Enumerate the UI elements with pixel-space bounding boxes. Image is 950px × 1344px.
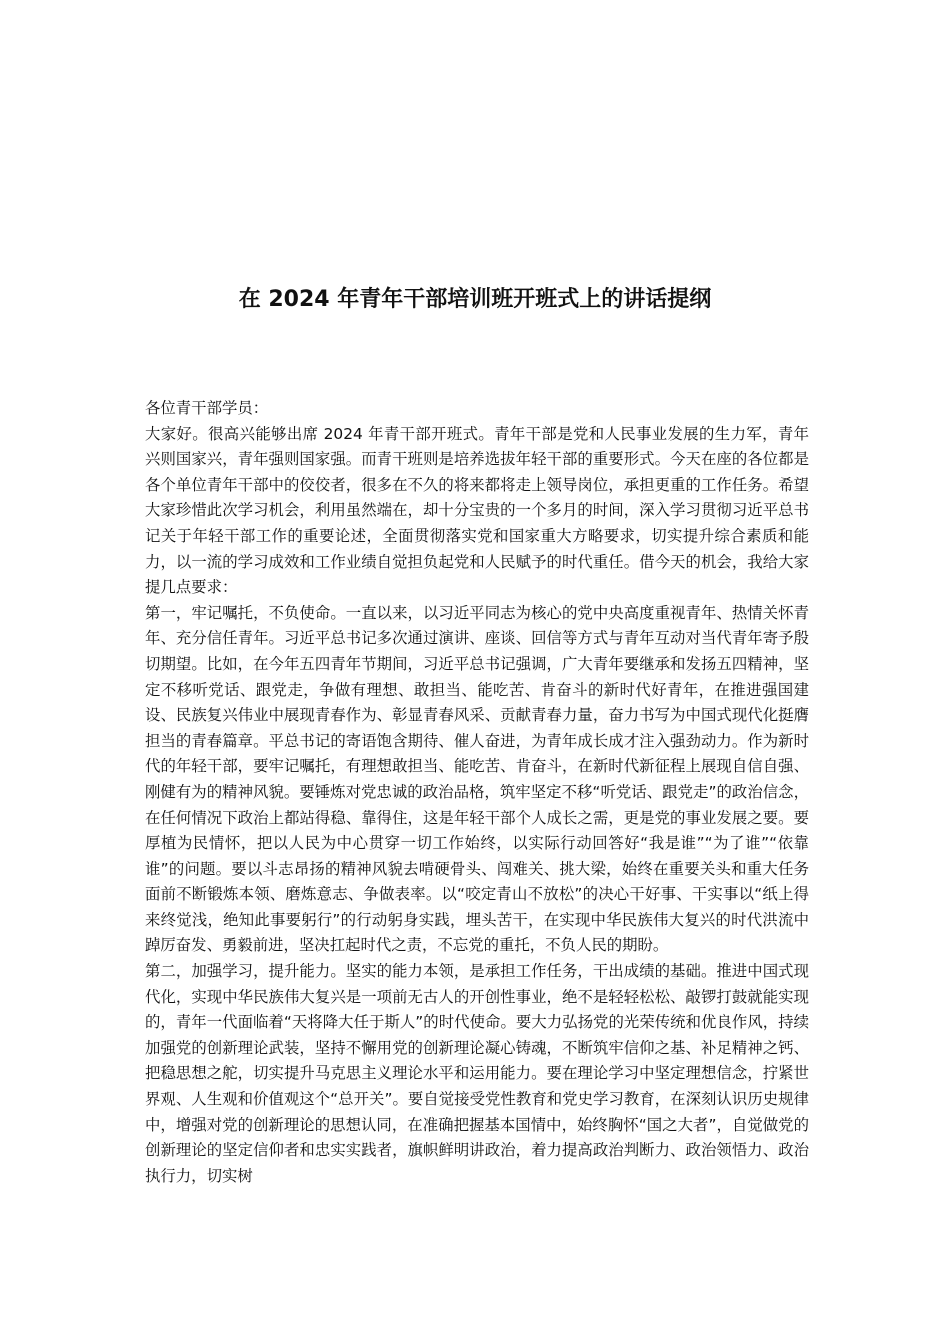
document-body	[145, 396, 809, 1189]
point-one-paragraph: 第一，牢记嘱托，不负使命。一直以来，以习近平同志为核心的党中央高度重视青年、热情关怀青年、充分信任青年。习近平总书记多次通过演讲、座谈、回信等方式与青年互动对当代青年寄予殷切期望。比如，在今年五四青年节期间，习近平总书记强调，广大青年要继承和发扬五四精神，坚定不移听党话、跟党走，争做有理想、敢担当、能吃苦、肯奋斗的新时代好青年，在推进强国建设、民族复兴伟业中展现青春作为、彰显青春风采、贡献青春力量，奋力书写为中国式现代化挺膺担当的青春篇章。平总书记的寄语饱含期待、催人奋进，为青年成长成才注入强劲动力。作为新时代的年轻干部，要牢记嘱托，有理想敢担当、能吃苦、肯奋斗，在新时代新征程上展现自信自强、刚健有为的精神风貌。要锤炼对党忠诚的政治品格，筑牢坚定不移“听党话、跟党走”的政治信念，在任何情况下政治上都站得稳、靠得住，这是年轻干部个人成长之需，更是党的事业发展之要。要厚植为民情怀，把以人民为中心贯穿一切工作始终，以实际行动回答好“我是谁”“为了谁”“依靠谁”的问题。要以斗志昂扬的精神风貌去啃硬骨头、闯难关、挑大梁，始终在重要关头和重大任务面前不断锻炼本领、磨炼意志、争做表率。以“咬定青山不放松”的决心干好事、干实事以“纸上得来终觉浅，绝知此事要躬行”的行动躬身实践，埋头苦干，在实现中华民族伟大复兴的时代洪流中踔厉奋发、勇毅前进，坚决扛起时代之责，不忘党的重托，不负人民的期盼。	[145, 603, 809, 955]
opening-paragraph: 大家好。很高兴能够出席 2024 年青干部开班式。青年干部是党和人民事业发展的生力军，青年兴则国家兴，青年强则国家强。而青干班则是培养选拔年轻干部的重要形式。今天在座的各位都是各个单位青年干部中的佼佼者，很多在不久的将来都将走上领导岗位，承担更重的工作任务。希望大家珍惜此次学习机会，利用虽然端在，却十分宝贵的一个多月的时间，深入学习贯彻习近平总书记关于年轻干部工作的重要论述，全面贯彻落实党和国家重大方略要求，切实提升综合素质和能力，以一流的学习成效和工作业绩自觉担负起党和人民赋予的时代重任。借今天的机会，我给大家提几点要求：	[145, 424, 809, 597]
point-two-paragraph: 第二，加强学习，提升能力。坚实的能力本领，是承担工作任务，干出成绩的基础。推进中国式现代化，实现中华民族伟大复兴是一项前无古人的开创性事业，绝不是轻轻松松、敲锣打鼓就能实现的，青年一代面临着“天将降大任于斯人”的时代使命。要大力弘扬党的光荣传统和优良作风，持续加强党的创新理论武装，坚持不懈用党的创新理论凝心铸魂，不断筑牢信仰之基、补足精神之钙、把稳思想之舵，切实提升马克思主义理论水平和运用能力。要在理论学习中坚定理想信念，拧紧世界观、人生观和价值观这个“总开关”。要自觉接受党性教育和党史学习教育，在深刻认识历史规律中，增强对党的创新理论的思想认同，在准确把握基本国情中，始终胸怀“国之大者”，自觉做党的创新理论的坚定信仰者和忠实实践者，旗帜鲜明讲政治，着力提高政治判断力、政治领悟力、政治执行力，切实树	[145, 962, 809, 1185]
document-title: 在 2024 年青年干部培训班开班式上的讲话提纲	[238, 287, 712, 312]
salutation-paragraph: 各位青干部学员：	[145, 399, 269, 417]
